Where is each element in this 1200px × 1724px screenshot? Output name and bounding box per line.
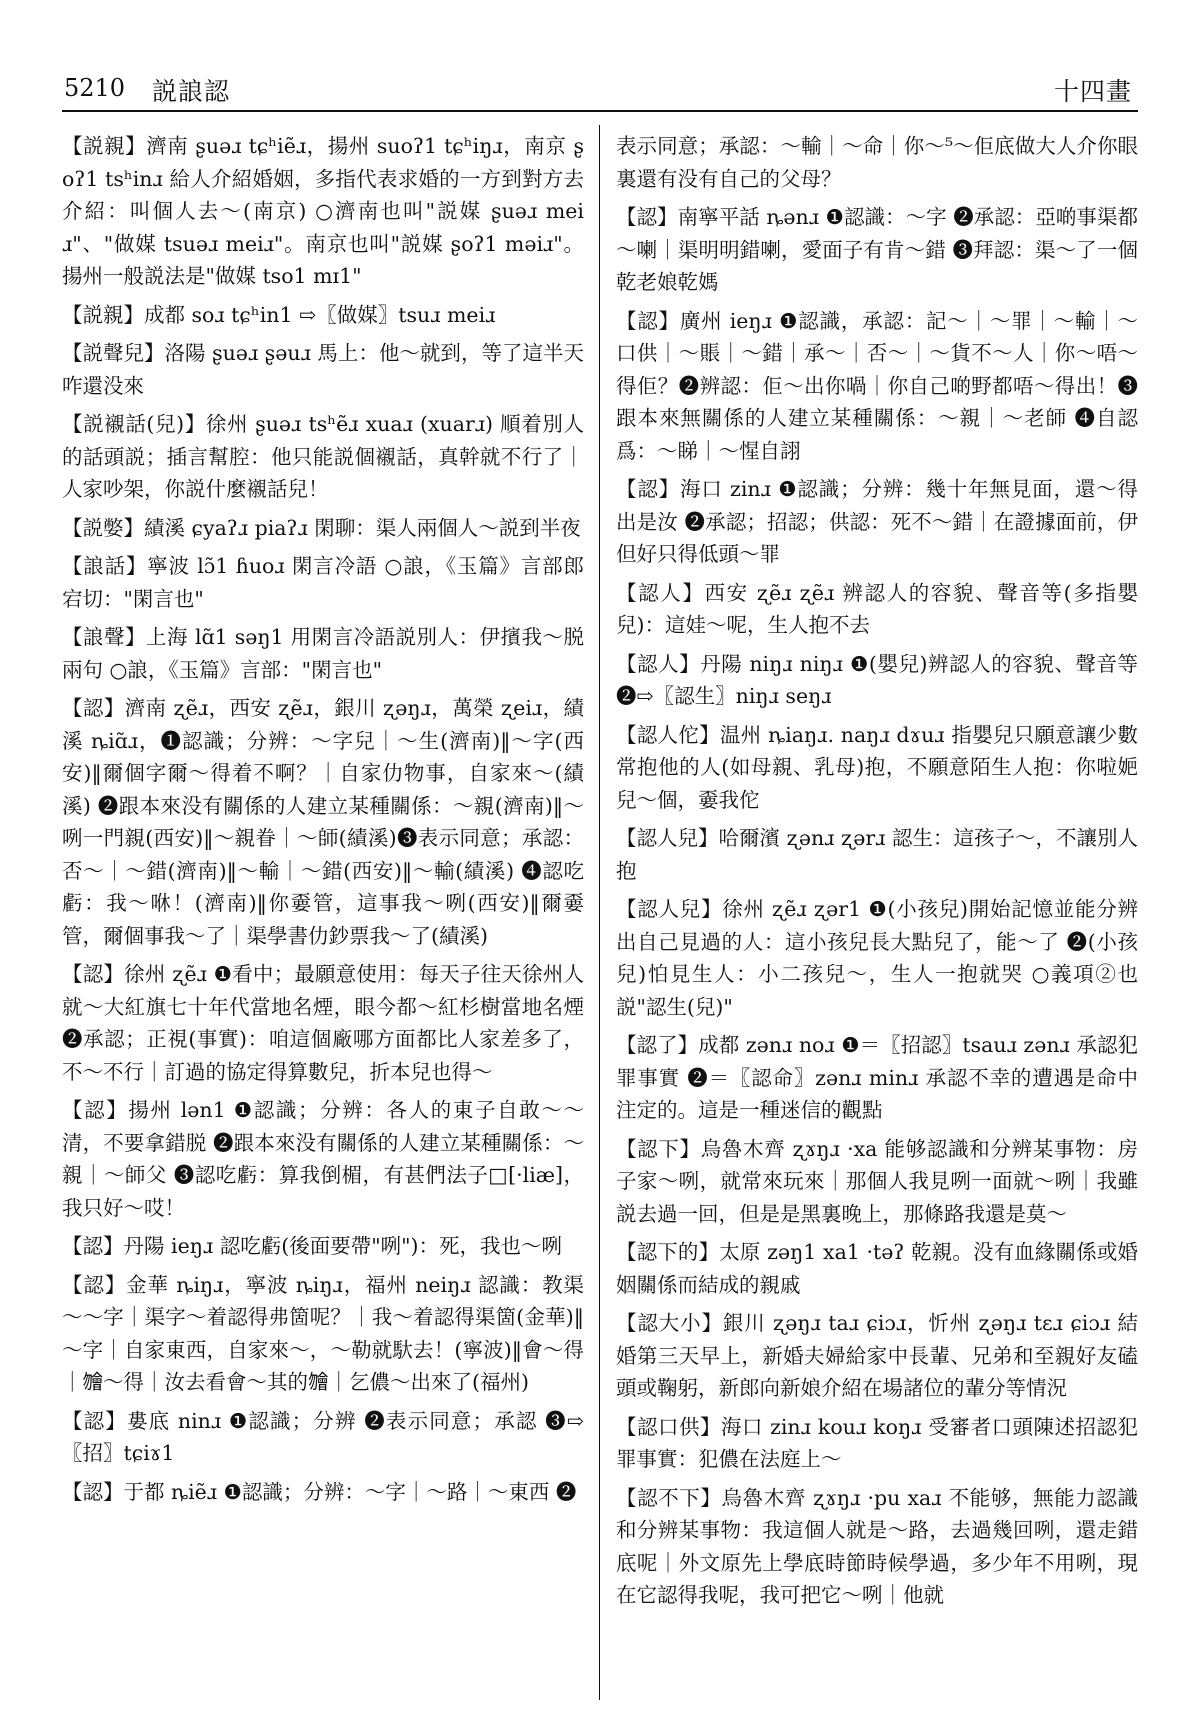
dictionary-entry: 【認不下】烏魯木齊 ʐɤŋɹ ·pu xaɹ 不能够，無能力認識和分辨某事物：我這個人就是～路，去過幾回咧，還走錯底呢｜外文原先上學底時節時候學過，多少年不用咧，現在它認得我呢，我可把它～咧｜他就 bbox=[616, 1485, 1138, 1607]
dictionary-entry: 【誏話】寧波 lɔ̃1 ɦuoɹ 閑言冷語 ○誏，《玉篇》言部郎宕切："閑言也" bbox=[62, 554, 584, 611]
dictionary-entry: 【認人兒】哈爾濱 ʐənɹ ʐərɹ 認生：這孩子～，不讓別人抱 bbox=[616, 826, 1138, 883]
dictionary-entry: 【認】南寧平話 ȵənɹ ❶認識：～字 ❷承認：亞啲事渠都～喇｜渠明明錯喇，愛面子有肯～錯 ❸拜認：渠～了一個乾老娘乾媽 bbox=[616, 205, 1138, 294]
dictionary-entry: 【認下】烏魯木齊 ʐɤŋɹ ·xa 能够認識和分辨某事物：房子家～咧，就常來玩來｜那個人我見咧一面就～咧｜我雖説去過一回，但是是黑裏晚上，那條路我還是莫～ bbox=[616, 1136, 1138, 1226]
dictionary-entry: 【認】婁底 ninɹ ❶認識；分辨 ❷表示同意；承認 ❸⇨〖招〗tɕiɤ1 bbox=[62, 1408, 584, 1465]
dictionary-entry: 【認】海口 zinɹ ❶認識；分辨：幾十年無見面，還～得出是汝 ❷承認；招認；供認：死不～錯｜在證據面前，伊但好只得低頭～罪 bbox=[616, 477, 1138, 566]
dictionary-entry: 【認】金華 ȵiŋɹ，寧波 ȵiŋɹ，福州 neiŋɹ 認識：教渠～～字｜渠字～着認得弗箇呢？｜我～着認得渠箇(金華)‖～字｜自家東西，自家來～，～勒就馱去！(寧波)‖會～得｜𣍐～得｜汝去看會～其的𣍐｜乞儂～出來了(福州) bbox=[62, 1272, 584, 1394]
page-header bbox=[62, 70, 1138, 112]
dictionary-entry: 【認人佗】温州 ȵiaŋɹ. naŋɹ dɤuɹ 指嬰兒只願意讓少數常抱他的人(如母親、乳母)抱，不願意陌生人抱：你啦㛂兒～個，嫑我佗 bbox=[616, 722, 1138, 812]
column-divider bbox=[599, 125, 600, 1700]
dictionary-entry: 【認】廣州 ieŋɹ ❶認識，承認：記～｜～罪｜～輸｜～口供｜～賬｜～錯｜承～｜否～｜～貨不～人｜你～唔～得佢？❷辨認：佢～出你喎｜你自己啲野都唔～得出！❸跟本來無關係的人建立某種關係：～親｜～老師 ❹自認爲：～睇｜～惺自詡 bbox=[616, 308, 1138, 463]
dictionary-entry: 【認人】西安 ʐẽɹ ʐẽɹ 辨認人的容貌、聲音等(多指嬰兒)：這娃～呢，生人抱不去 bbox=[616, 580, 1138, 637]
dictionary-entry: 【認人】丹陽 niŋɹ niŋɹ ❶(嬰兒)辨認人的容貌、聲音等 ❷⇨〖認生〗niŋɹ seŋɹ bbox=[616, 651, 1138, 708]
dictionary-entry: 【説聲兒】洛陽 ʂuəɹ ʂəuɹ 馬上：他～就到，等了這半天咋還没來 bbox=[62, 341, 584, 398]
dictionary-entry: 【認】于都 ȵiẽɹ ❶認識；分辨：～字｜～路｜～東西 ❷ bbox=[62, 1479, 577, 1504]
dictionary-entry: 【認大小】銀川 ʐəŋɹ taɹ ɕiɔɹ，忻州 ʐəŋɹ tɛɹ ɕiɔɹ 結婚第三天早上，新婚夫婦給家中長輩、兄弟和至親好友磕頭或鞠躬，新郎向新娘介紹在場諸位的輩分等情況 bbox=[616, 1311, 1138, 1400]
dictionary-entry: 【説襯話(兒)】徐州 ʂuəɹ tsʰẽɹ xuaɹ (xuarɹ) 順着別人的話頭説；插言幫腔：他只能説個襯話，真幹就不行了｜人家吵架，你説什麼襯話兒！ bbox=[62, 412, 584, 501]
dictionary-entry: 【認】徐州 ʐẽɹ ❶看中；最願意使用：每天子往天徐州人就～大紅旗七十年代當地名煙，眼今都～紅杉樹當地名煙 ❷承認；正視(事實)：咱這個廠哪方面都比人家差多了，不～不行｜訂過的協定得算數兒，折本兒也得～ bbox=[62, 962, 584, 1084]
dictionary-entry: 【認】丹陽 ieŋɹ 認吃虧(後面要帶"咧")：死，我也～咧 bbox=[62, 1234, 563, 1258]
dictionary-entry: 【認下的】太原 zəŋ1 xa1 ·təʔ 乾親。没有血緣關係或婚姻關係而結成的親戚 bbox=[616, 1240, 1138, 1297]
stroke-section: 十四畫 bbox=[1053, 77, 1132, 106]
dictionary-entry: 【認人兒】徐州 ʐẽɹ ʐər1 ❶(小孩兒)開始記憶並能分辨出自己見過的人：這小孩兒長大點兒了，能～了 ❷(小孩兒)怕見生人：小二孩兒～，生人一抱就哭 ○義項②也説"認生(兒)" bbox=[616, 897, 1138, 1019]
dictionary-entry: 【認了】成都 zənɹ noɹ ❶＝〖招認〗tsauɹ zənɹ 承認犯罪事實 ❷＝〖認命〗zənɹ minɹ 承認不幸的遭遇是命中注定的。這是一種迷信的觀點 bbox=[616, 1033, 1138, 1122]
dictionary-entry: 【認口供】海口 zinɹ kouɹ koŋɹ 受審者口頭陳述招認犯罪事實：犯儂在法庭上～ bbox=[616, 1414, 1138, 1471]
page-head-characters: 説誏認 bbox=[152, 77, 231, 106]
right-column bbox=[616, 130, 1138, 1700]
left-column bbox=[62, 130, 584, 1700]
dictionary-entry: 【認】濟南 ʐẽɹ，西安 ʐẽɹ，銀川 ʐəŋɹ，萬榮 ʐeiɹ，績溪 ȵiɑ̃ɹ，❶認識；分辨：～字兒｜～生(濟南)‖～字(西安)‖爾個字爾～得着不啊？｜自家仂物事，自家來～(績溪) ❷跟本來没有關係的人建立某種關係：～親(濟南)‖～咧一門親(西安)‖～親眷｜～師(績溪)❸表示同意；承認：否～｜～錯(濟南)‖～輸｜～錯(西安)‖～輸(績溪) ❹認吃虧：我～咻！(濟南)‖你嫑管，這事我～咧(西安)‖爾嫑管，爾個事我～了｜渠學書仂鈔票我～了(績溪) bbox=[62, 696, 584, 948]
dictionary-entry: 【認】揚州 lən1 ❶認識；分辨：各人的東子自敢～～清，不要拿錯脱 ❷跟本來没有關係的人建立某種關係：～親｜～師父 ❸認吃虧：算我倒楣，有甚們法子□[·liæ]，我只好～哎！ bbox=[62, 1098, 584, 1220]
dictionary-entry: 【説嫳】績溪 ɕyaʔɹ piaʔɹ 閑聊：渠人兩個人～説到半夜 bbox=[62, 515, 581, 540]
page-number: 5210 bbox=[64, 74, 126, 102]
dictionary-entry: 【説親】濟南 ʂuəɹ tɕʰiẽɹ，揚州 suoʔ1 tɕʰiŋɹ，南京 ʂoʔ1 tsʰinɹ 給人介紹婚姻，多指代表求婚的一方到對方去介紹：叫個人去～(南京) ○濟南也叫"説媒 ʂuəɹ meiɹ"、"做媒 tsuəɹ meiɹ"。南京也叫"説媒 ʂoʔ1 məiɹ"。揚州一般説法是"做媒 tso1 mɪ1" bbox=[62, 134, 584, 288]
dictionary-entry: 【説親】成都 soɹ tɕʰin1 ⇨〖做媒〗tsuɹ meiɹ bbox=[62, 302, 496, 327]
dictionary-entry-continuation: 表示同意；承認：～輸｜～命｜你～⁵～佢底做大人介你眼裏還有没有自己的父母？ bbox=[616, 134, 1138, 191]
dictionary-entry: 【誏聲】上海 lɑ̃1 səŋ1 用閑言冷語説別人：伊擯我～脱兩句 ○誏，《玉篇》言部："閑言也" bbox=[62, 625, 584, 682]
